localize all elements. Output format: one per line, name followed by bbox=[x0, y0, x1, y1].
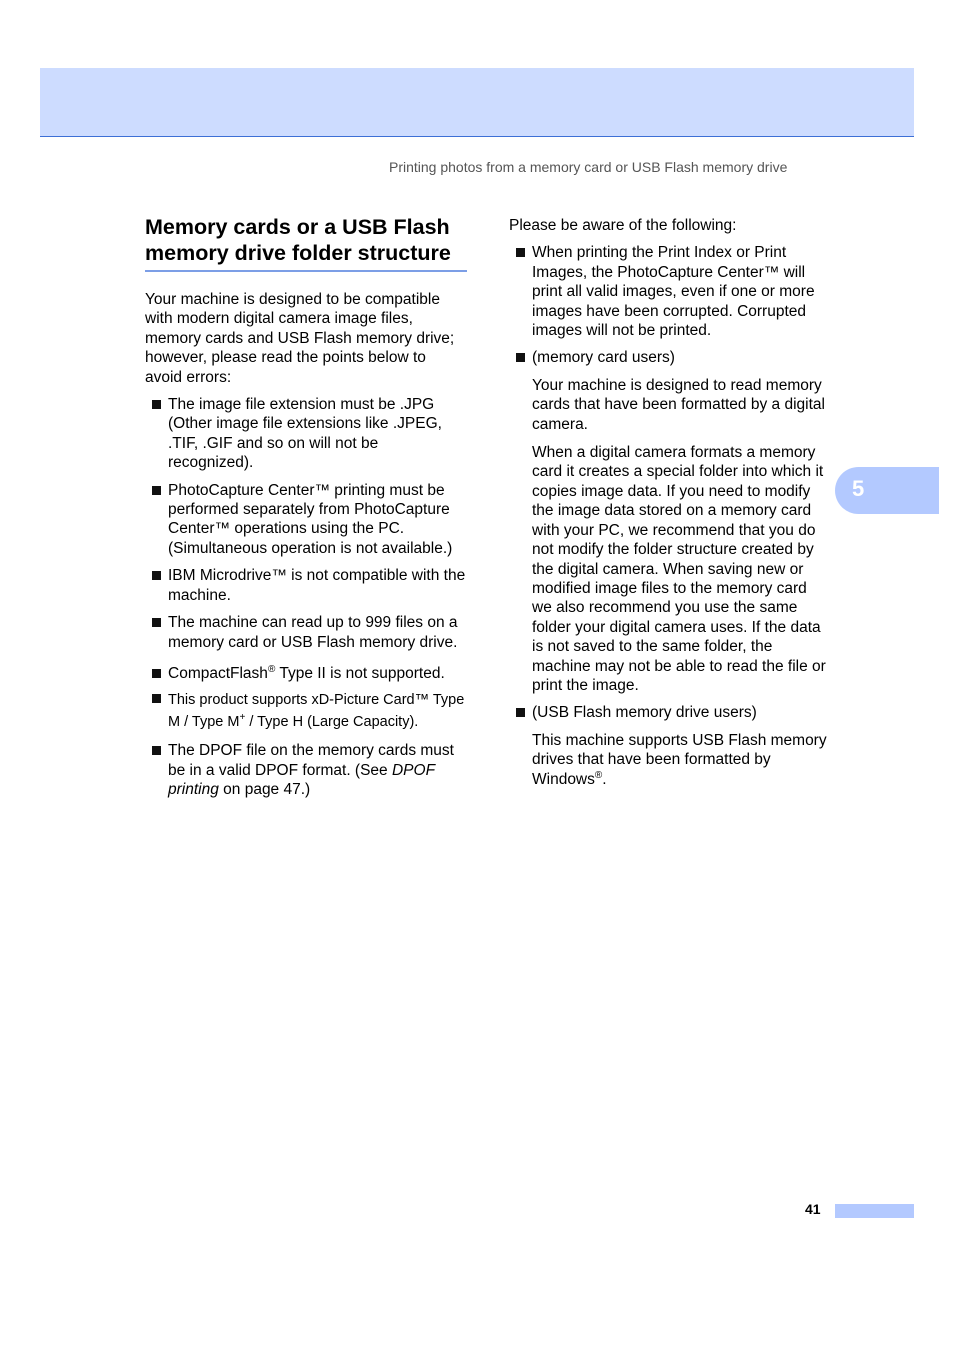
notes-list bbox=[509, 243, 829, 789]
list-item: (memory card users) Your machine is designed to read memory cards that have been formatted by a digital camera. When a digital camera formats a memory card it creates a special folder into which it copies image data. If you need to modify the image data stored on a memory card with your PC, we recommend that you do not modify the folder structure created by the digital camera. When saving new or modified image files to the memory card we also recommend you use the same folder your digital camera uses. If the data is not saved to the same folder, the machine may not be able to read the file or print the image. bbox=[509, 348, 829, 695]
header-band bbox=[40, 68, 914, 137]
list-item: The machine can read up to 999 files on a memory card or USB Flash memory drive. bbox=[145, 613, 467, 652]
list-item: When printing the Print Index or Print Images, the PhotoCapture Center™ will print all valid images, even if one or more images have been corrupted. Corrupted images will not be printed. bbox=[509, 243, 829, 340]
lead-paragraph: Please be aware of the following: bbox=[509, 217, 737, 234]
running-head: Printing photos from a memory card or USB Flash memory drive bbox=[389, 159, 788, 175]
chapter-number: 5 bbox=[852, 476, 865, 501]
list-item: PhotoCapture Center™ printing must be performed separately from PhotoCapture Center™ operations using the PC. (Simultaneous operation is not available.) bbox=[145, 481, 467, 559]
cross-reference-link[interactable]: DPOF printing bbox=[168, 761, 435, 799]
page-number: 41 bbox=[805, 1201, 821, 1217]
requirements-list bbox=[145, 395, 467, 800]
left-column bbox=[145, 214, 467, 800]
list-item: IBM Microdrive™ is not compatible with the machine. bbox=[145, 566, 467, 605]
list-item: This product supports xD-Picture Card™ Type M / Type M+ / Type H (Large Capacity). bbox=[145, 689, 467, 733]
intro-paragraph: Your machine is designed to be compatible with modern digital camera image files, memory cards and USB Flash memory drive; however, please read the points below to avoid errors: bbox=[145, 291, 455, 386]
list-item: CompactFlash® Type II is not supported. bbox=[145, 664, 467, 683]
section-title: Memory cards or a USB Flash memory drive folder structure bbox=[145, 214, 467, 272]
list-item: The image file extension must be .JPG (Other image file extensions like .JPEG, .TIF, .GIF and so on will not be recognized). bbox=[145, 395, 467, 473]
usb-note: This machine supports USB Flash memory drives that have been formatted by Windows®. bbox=[532, 731, 827, 788]
memory-card-note: Your machine is designed to read memory cards that have been formatted by a digital camera. bbox=[532, 376, 825, 433]
right-column bbox=[509, 216, 829, 789]
chapter-tab bbox=[835, 467, 939, 514]
footer-bar bbox=[835, 1204, 914, 1218]
list-item: The DPOF file on the memory cards must be in a valid DPOF format. (See DPOF printing on page 47.) bbox=[145, 741, 467, 799]
memory-card-folder-note: When a digital camera formats a memory card it creates a special folder into which it copies image data. If you need to modify the image data stored on a memory card with your PC, we recommend that you do not modify the folder structure created by the digital camera. When saving new or modified image files to the memory card we also recommend you use the same folder your digital camera uses. If the data is not saved to the same folder, the machine may not be able to read the file or print the image. bbox=[532, 444, 826, 694]
list-item: (USB Flash memory drive users) This machine supports USB Flash memory drives that have been formatted by Windows®. bbox=[509, 703, 829, 789]
